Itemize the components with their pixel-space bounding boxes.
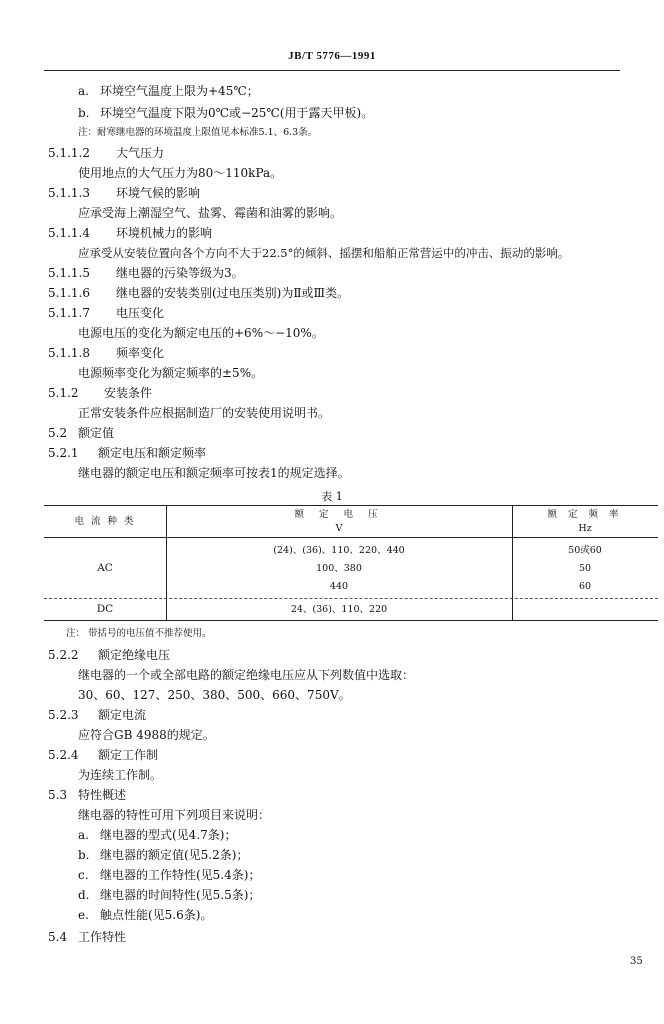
item-label: d. bbox=[78, 888, 90, 902]
section-heading bbox=[48, 346, 164, 360]
section-body: 正常安装条件应根据制造厂的安装使用说明书。 bbox=[78, 406, 331, 420]
section-heading bbox=[48, 146, 164, 160]
table-cell-voltage: (24)、(36)、110、220、440 bbox=[273, 545, 405, 556]
page-number: 35 bbox=[630, 956, 643, 967]
list-item bbox=[78, 908, 212, 922]
section-title: 额定绝缘电压 bbox=[98, 648, 171, 662]
table-cell-frequency: 50 bbox=[578, 563, 592, 574]
section-title: 特性概述 bbox=[78, 788, 127, 802]
section-body: 电源频率变化为额定频率的±5%。 bbox=[78, 366, 264, 380]
section-title: 安装条件 bbox=[104, 386, 153, 400]
section-heading bbox=[48, 306, 164, 320]
section-body: 应符合GB 4988的规定。 bbox=[78, 728, 215, 742]
list-item bbox=[78, 848, 248, 862]
note: 注： 带括号的电压值不推荐使用。 bbox=[66, 628, 212, 639]
section-title: 环境气候的影响 bbox=[116, 186, 201, 200]
section-heading bbox=[48, 286, 349, 300]
section-title: 电压变化 bbox=[116, 306, 165, 320]
table-header-voltage-unit: V bbox=[335, 523, 343, 534]
section-body: 使用地点的大气压力为80～110kPa。 bbox=[78, 166, 283, 180]
section-number: 5.2.1 bbox=[48, 446, 79, 460]
item-label: c. bbox=[78, 868, 89, 882]
section-body: 电源电压的变化为额定电压的+6%～−10%。 bbox=[78, 326, 324, 340]
table-header-rule bbox=[44, 537, 658, 538]
section-heading bbox=[48, 426, 114, 440]
section-body: 30、60、127、250、380、500、660、750V。 bbox=[78, 688, 351, 702]
section-title: 频率变化 bbox=[116, 346, 165, 360]
section-title: 继电器的安装类别(过电压类别)为Ⅱ或Ⅲ类。 bbox=[116, 286, 350, 300]
item-text: 环境空气温度下限为0℃或−25℃(用于露天甲板)。 bbox=[100, 106, 374, 120]
table-header-frequency: 额 定 频 率 bbox=[547, 509, 623, 520]
item-label: b. bbox=[78, 848, 90, 862]
section-title: 工作特性 bbox=[78, 930, 127, 944]
section-title: 额定值 bbox=[78, 426, 115, 440]
list-item bbox=[78, 828, 236, 842]
section-title: 额定电压和额定频率 bbox=[98, 446, 207, 460]
item-label: e. bbox=[78, 908, 89, 922]
section-number: 5.1.1.8 bbox=[48, 346, 90, 360]
section-number: 5.1.1.2 bbox=[48, 146, 90, 160]
document-header: JB/T 5776—1991 bbox=[288, 50, 376, 62]
section-number: 5.1.1.7 bbox=[48, 306, 90, 320]
table-top-rule bbox=[44, 505, 658, 506]
section-number: 5.1.1.4 bbox=[48, 226, 90, 240]
section-body: 为连续工作制。 bbox=[78, 768, 163, 782]
section-title: 额定电流 bbox=[98, 708, 147, 722]
table-cell-ac: AC bbox=[97, 562, 113, 574]
table-cell-voltage: 440 bbox=[329, 581, 349, 592]
section-number: 5.1.1.6 bbox=[48, 286, 90, 300]
note: 注：耐寒继电器的环境温度上限值见本标准5.1、6.3条。 bbox=[78, 127, 318, 138]
section-heading bbox=[48, 446, 206, 460]
table-cell-frequency: 50或60 bbox=[568, 545, 602, 556]
list-item bbox=[78, 868, 260, 882]
section-body: 继电器的额定电压和额定频率可按表1的规定选择。 bbox=[78, 466, 350, 480]
list-item bbox=[78, 888, 260, 902]
list-item bbox=[78, 84, 259, 98]
section-number: 5.2.4 bbox=[48, 748, 79, 762]
section-heading bbox=[48, 930, 126, 944]
section-number: 5.1.2 bbox=[48, 386, 79, 400]
table-cell-dc: DC bbox=[96, 603, 114, 615]
item-label: a. bbox=[78, 828, 89, 842]
section-title: 大气压力 bbox=[116, 146, 165, 160]
item-text: 继电器的额定值(见5.2条)； bbox=[100, 848, 249, 862]
section-heading bbox=[48, 788, 126, 802]
table-header-voltage: 额 定 电 压 bbox=[294, 509, 384, 520]
item-text: 环境空气温度上限为+45℃； bbox=[100, 84, 259, 98]
section-heading bbox=[48, 226, 212, 240]
table-header-frequency-unit: Hz bbox=[578, 523, 592, 534]
section-heading bbox=[48, 386, 152, 400]
table-header-current-type: 电 流 种 类 bbox=[74, 516, 136, 527]
section-title: 额定工作制 bbox=[98, 748, 159, 762]
section-heading bbox=[48, 708, 146, 722]
item-text: 继电器的型式(见4.7条)； bbox=[100, 828, 237, 842]
section-heading bbox=[48, 186, 200, 200]
section-body: 继电器的特性可用下列项目来说明： bbox=[78, 808, 271, 822]
section-title: 环境机械力的影响 bbox=[116, 226, 213, 240]
section-heading bbox=[48, 266, 244, 280]
table-caption: 表 1 bbox=[321, 490, 343, 503]
table-cell-voltage: 24、(36)、110、220 bbox=[290, 604, 388, 615]
table-cell-voltage: 100、380 bbox=[316, 563, 362, 574]
section-body: 应承受海上潮湿空气、盐雾、霉菌和油雾的影响。 bbox=[78, 206, 343, 220]
item-text: 继电器的时间特性(见5.5条)； bbox=[100, 888, 261, 902]
item-label: a. bbox=[78, 84, 89, 98]
section-number: 5.2 bbox=[48, 426, 68, 440]
section-number: 5.3 bbox=[48, 788, 68, 802]
table-bottom-rule bbox=[44, 620, 658, 621]
section-body: 继电器的一个或全部电路的额定绝缘电压应从下列数值中选取： bbox=[78, 668, 415, 682]
section-body: 应承受从安装位置向各个方向不大于22.5°的倾斜、摇摆和船舶正常营运中的冲击、振动的影响。 bbox=[78, 246, 570, 260]
item-label: b. bbox=[78, 106, 90, 120]
item-text: 触点性能(见5.6条)。 bbox=[100, 908, 213, 922]
item-text: 继电器的工作特性(见5.4条)； bbox=[100, 868, 261, 882]
list-item bbox=[78, 106, 373, 120]
section-title: 继电器的污染等级为3。 bbox=[116, 266, 244, 280]
section-heading bbox=[48, 748, 158, 762]
section-heading bbox=[48, 648, 170, 662]
section-number: 5.1.1.3 bbox=[48, 186, 90, 200]
table-mid-rule bbox=[44, 598, 658, 599]
section-number: 5.4 bbox=[48, 930, 68, 944]
section-number: 5.2.2 bbox=[48, 648, 79, 662]
header-rule bbox=[44, 70, 620, 71]
table-cell-frequency: 60 bbox=[578, 581, 592, 592]
section-number: 5.1.1.5 bbox=[48, 266, 90, 280]
section-number: 5.2.3 bbox=[48, 708, 79, 722]
